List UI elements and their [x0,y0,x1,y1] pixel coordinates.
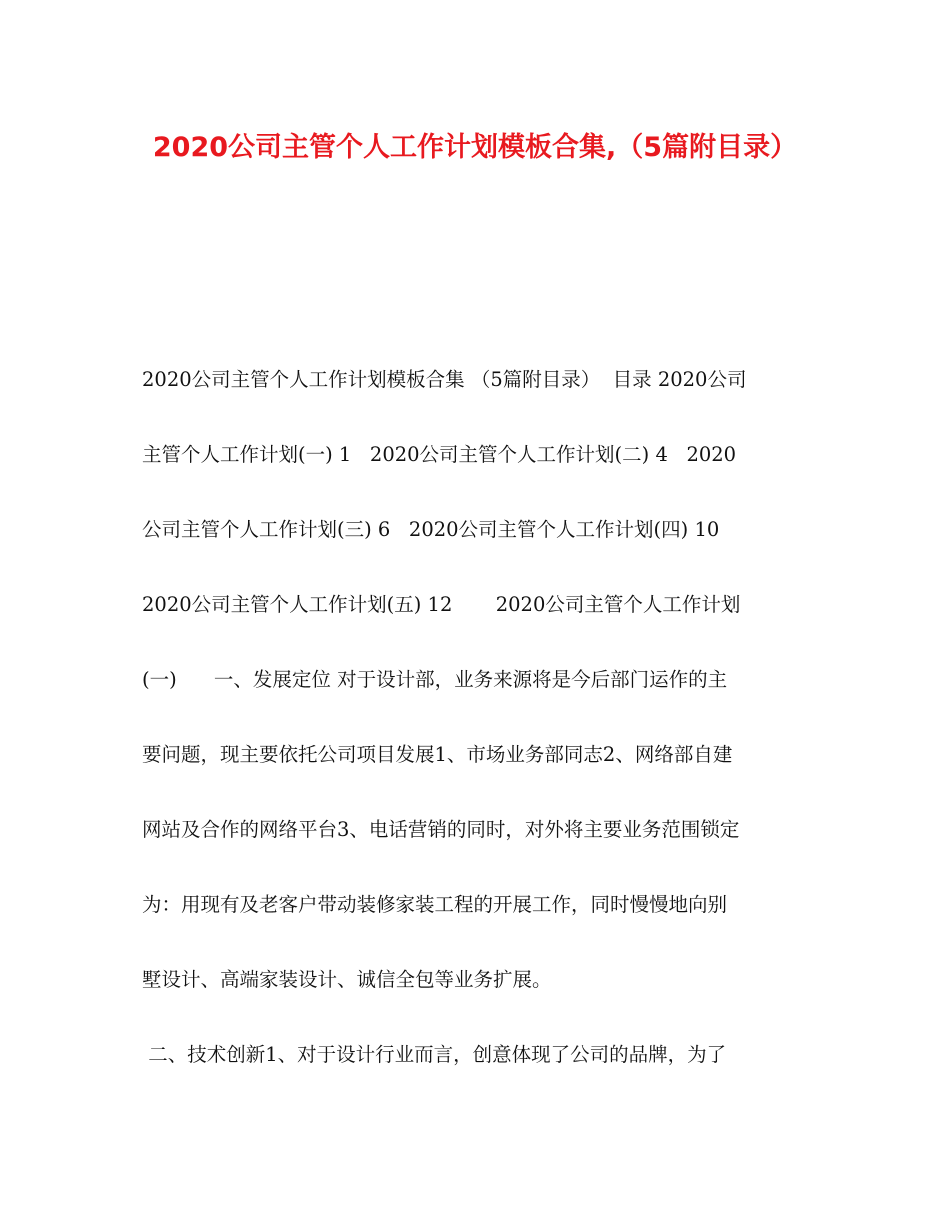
body-line: 二、技术创新1、对于设计行业而言，创意体现了公司的品牌，为了 [142,1043,727,1066]
body-line: 要问题，现主要依托公司项目发展1、市场业务部同志2、网络部自建 [142,743,733,766]
body-line: 墅设计、高端家装设计、诚信全包等业务扩展。 [142,968,552,991]
body-line: (一) 一、发展定位 对于设计部，业务来源将是今后部门运作的主 [142,668,728,691]
body-line: 为：用现有及老客户带动装修家装工程的开展工作，同时慢慢地向别 [142,893,728,916]
body-line: 主管个人工作计划(一) 1 2020公司主管个人工作计划(二) 4 2020 [142,443,737,466]
body-line: 公司主管个人工作计划(三) 6 2020公司主管个人工作计划(四) 10 [142,518,720,541]
body-line: 2020公司主管个人工作计划模板合集 （5篇附目录） 目录 2020公司 [142,368,747,391]
document-title: 2020公司主管个人工作计划模板合集,（5篇附目录） [152,132,798,163]
document-body [142,360,822,1110]
body-line: 2020公司主管个人工作计划(五) 12 2020公司主管个人工作计划 [142,593,741,616]
body-line: 网站及合作的网络平台3、电话营销的同时，对外将主要业务范围锁定 [142,818,740,841]
